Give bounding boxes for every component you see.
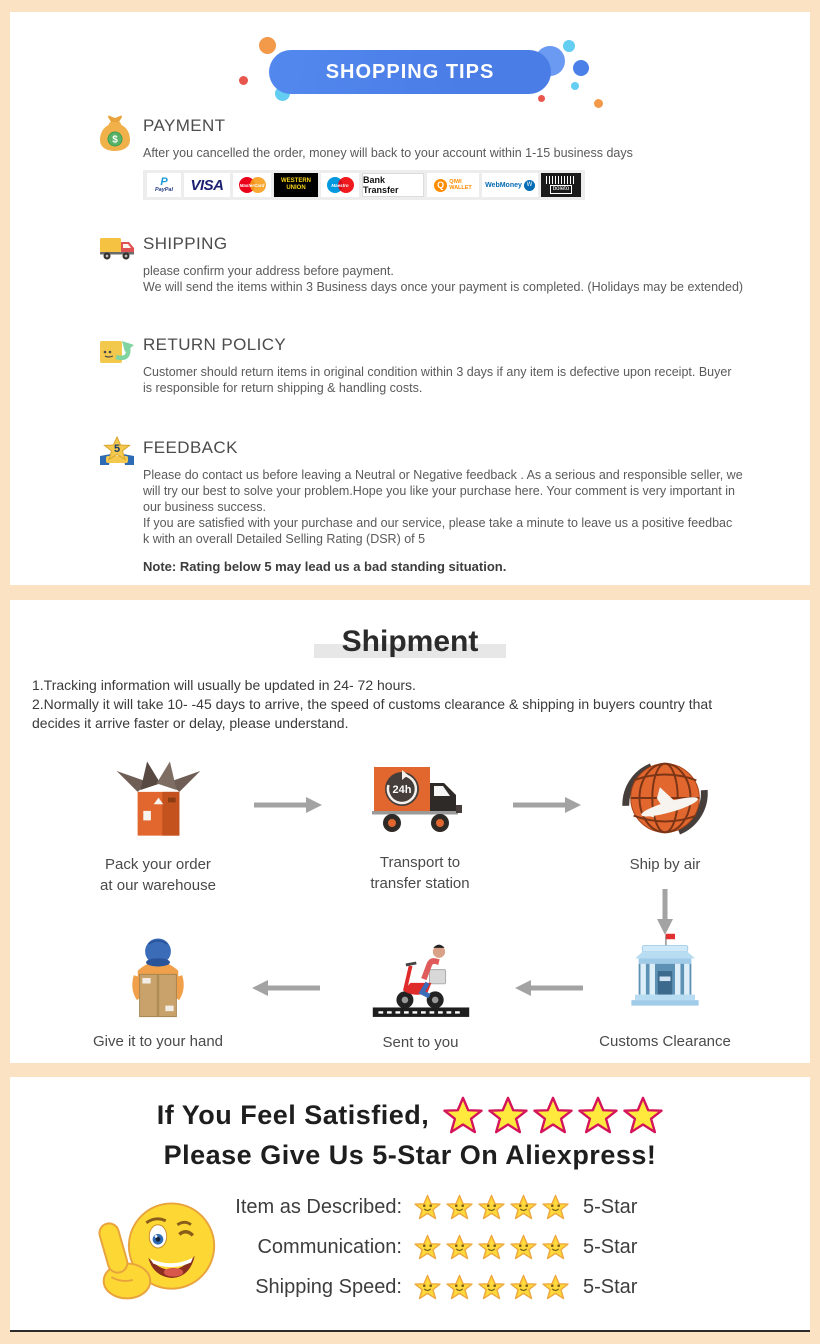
bank-transfer-logo: Bank Transfer (362, 173, 424, 197)
svg-text:$: $ (112, 134, 118, 146)
step-ship-by-air (555, 749, 775, 875)
mastercard-logo: MasterCard (233, 173, 271, 197)
open-box-icon (111, 752, 206, 847)
payment-section (98, 116, 780, 200)
star-icon (443, 1096, 483, 1134)
svg-text:24h: 24h (392, 784, 412, 796)
rating-row-shipping-speed (222, 1267, 810, 1307)
webmoney-logo: WebMoney W (482, 173, 538, 197)
money-bag-icon (98, 114, 132, 157)
rating-value: 5-Star (583, 1275, 638, 1298)
customs-building-icon (615, 929, 715, 1024)
smiley-stars (414, 1234, 569, 1260)
feedback-text-line: Please do contact us before leaving a Neutral or Negative feedback . As a serious and responsible seller, we (143, 468, 743, 482)
western-union-logo: WESTERN UNION (274, 173, 318, 197)
decor-dot-red (538, 95, 545, 102)
decor-dot-red (239, 76, 248, 85)
star-icon (623, 1096, 663, 1134)
shopping-tips-banner (269, 50, 551, 94)
step-customs-clearance (560, 929, 770, 1052)
smiley-star-icon (478, 1234, 505, 1260)
barcode-icon (546, 176, 576, 184)
shipping-section (98, 234, 780, 295)
shipment-intro (32, 676, 810, 733)
rating-row-communication (222, 1227, 810, 1267)
star-icon (533, 1096, 573, 1134)
ratings-block (10, 1187, 810, 1312)
return-policy-section (98, 335, 780, 396)
feedback-text-line: If you are satisfied with your purchase and our service, please take a minute to leave us a positive feedbac (143, 516, 733, 530)
decor-dot-orange (594, 99, 603, 108)
shipping-text-line: We will send the items within 3 Business days once your payment is completed. (Holidays may be extended) (143, 280, 744, 294)
step-label: Give it to your hand (92, 1033, 224, 1050)
smiley-star-icon (510, 1194, 537, 1220)
courier-person-icon (112, 932, 204, 1024)
maestro-logo: Maestro (321, 173, 359, 197)
boleto-logo: boleto (541, 173, 581, 197)
shipment-intro-line: decides it arrive faster or delay, please understand. (32, 715, 349, 731)
globe-plane-icon (616, 749, 714, 847)
smiley-star-icon (414, 1234, 441, 1260)
smiley-star-icon (414, 1274, 441, 1300)
feedback-section (98, 438, 780, 547)
webmoney-globe-icon: W (524, 180, 535, 191)
shipment-card (10, 600, 810, 1063)
shipment-intro-line: 1.Tracking information will usually be updated in 24- 72 hours. (32, 677, 416, 693)
feedback-title: FEEDBACK (143, 438, 238, 457)
decor-dot-cyan (571, 82, 579, 90)
feedback-text-line: k with an overall Detailed Selling Rating (DSR) of 5 (143, 532, 426, 546)
smiley-star-icon (414, 1194, 441, 1220)
banner-title: SHOPPING TIPS (269, 50, 551, 94)
step-label: Customs Clearance (599, 1033, 731, 1050)
payment-text: After you cancelled the order, money will back to your account within 1-15 business days (143, 146, 633, 160)
step-give-to-hand (63, 932, 253, 1052)
step-label: Ship by air (629, 856, 701, 873)
decor-dot-orange (259, 37, 276, 54)
satisfaction-card (10, 1077, 810, 1332)
smiley-star-icon (446, 1194, 473, 1220)
truck-24h-icon (368, 759, 472, 845)
smiley-star-icon (510, 1274, 537, 1300)
rating-label: Shipping Speed: (255, 1275, 402, 1298)
paypal-logo: P PayPal (147, 173, 181, 197)
rating-label: Item as Described: (235, 1195, 402, 1218)
thumbs-up-emoji-icon (94, 1183, 220, 1318)
step-label: Pack your order at our warehouse (100, 856, 216, 894)
return-box-icon (98, 333, 134, 372)
rating-value: 5-Star (583, 1195, 638, 1218)
delivery-truck-icon (98, 232, 136, 267)
star-icon (488, 1096, 528, 1134)
shipping-title: SHIPPING (143, 234, 228, 253)
smiley-star-icon (510, 1234, 537, 1260)
smiley-star-icon (478, 1274, 505, 1300)
decor-dot-blue (573, 60, 589, 76)
step-transport (310, 759, 530, 894)
delivery-scooter-icon (369, 937, 473, 1025)
rating-label: Communication: (257, 1235, 402, 1258)
payment-methods-strip (143, 170, 585, 200)
payment-title: PAYMENT (143, 116, 226, 135)
decor-dot-cyan (563, 40, 575, 52)
visa-logo: VISA (184, 173, 230, 197)
satisfied-heading-line1: If You Feel Satisfied, (156, 1099, 430, 1130)
star-icon (578, 1096, 618, 1134)
rating-row-item-described (222, 1187, 810, 1227)
smiley-star-icon (446, 1274, 473, 1300)
shipment-heading: Shipment (10, 624, 810, 660)
smiley-star-icon (542, 1194, 569, 1220)
shopping-tips-card (10, 12, 810, 585)
step-label: Transport to transfer station (370, 854, 470, 892)
return-policy-text-line: is responsible for return shipping & handling costs. (143, 381, 423, 395)
arrow-down-icon (657, 887, 673, 935)
rating-value: 5-Star (583, 1235, 638, 1258)
smiley-star-icon (446, 1234, 473, 1260)
arrow-left-icon (252, 980, 322, 996)
smiley-star-icon (542, 1234, 569, 1260)
five-star-badge-icon (98, 436, 136, 473)
outline-stars (443, 1096, 663, 1134)
step-sent-to-you (313, 937, 528, 1053)
svg-text:5: 5 (113, 443, 121, 455)
step-label: Sent to you (382, 1034, 459, 1051)
feedback-text-line: will try our best to solve your problem.Hope you like your purchase here. Your comment is very important in (143, 484, 735, 498)
feedback-text-line: our business success. (143, 500, 266, 514)
shipping-text-line: please confirm your address before payment. (143, 264, 394, 278)
return-policy-title: RETURN POLICY (143, 335, 287, 354)
smiley-star-icon (542, 1274, 569, 1300)
smiley-stars (414, 1274, 569, 1300)
smiley-stars (414, 1194, 569, 1220)
return-policy-text-line: Customer should return items in original condition within 3 days if any item is defective upon receipt. Buyer (143, 365, 732, 379)
feedback-note: Note: Rating below 5 may lead us a bad standing situation. (143, 559, 507, 574)
step-pack-order (48, 752, 268, 896)
qiwi-wallet-logo: Q QIWI WALLET (427, 173, 479, 197)
satisfied-heading-line2: Please Give Us 5-Star On Aliexpress! (163, 1140, 657, 1170)
smiley-star-icon (478, 1194, 505, 1220)
shipping-flow-diagram (10, 747, 810, 1059)
shipment-intro-line: 2.Normally it will take 10- -45 days to arrive, the speed of customs clearance & shipping in buyers country that (32, 696, 713, 712)
